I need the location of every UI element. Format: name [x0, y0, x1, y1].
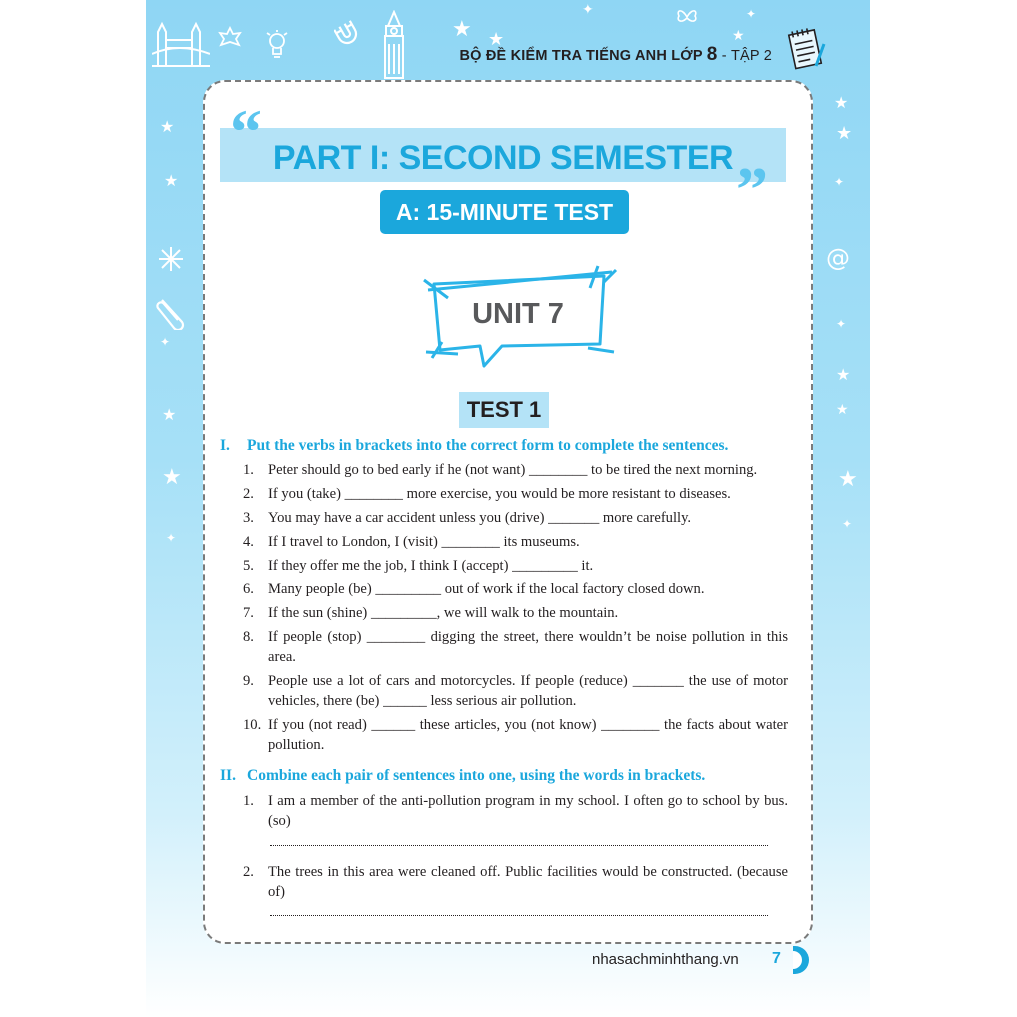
star-icon: ★ — [836, 403, 849, 418]
star-icon: ✦ — [160, 335, 171, 349]
star-icon: ★ — [162, 464, 182, 489]
star-icon: ✦ — [746, 7, 757, 21]
quote-open-icon: “ — [230, 96, 262, 167]
section-heading: II. Combine each pair of sentences into one, using the words in brackets. — [220, 767, 706, 784]
star-icon: ★ — [836, 367, 851, 384]
list-item: 8. If people (stop) ________ digging the street, there wouldn’t be noise pollution in this area. — [243, 629, 788, 665]
list-item: 1. Peter should go to bed early if he (not want) ________ to be tired the next morning. — [243, 462, 758, 478]
list-item: 5. If they offer me the job, I think I (accept) _________ it. — [243, 558, 594, 574]
test-label: TEST 1 — [459, 392, 549, 428]
star-icon: ✦ — [842, 517, 853, 531]
section-heading: I. Put the verbs in brackets into the correct form to complete the sentences. — [220, 437, 729, 454]
notepad-icon — [786, 26, 826, 72]
butterfly-icon — [676, 8, 698, 26]
star-icon: ★ — [838, 466, 858, 491]
answer-line[interactable] — [270, 845, 768, 846]
star-icon: ★ — [836, 123, 853, 143]
book-header-title: BỘ ĐỀ KIỂM TRA TIẾNG ANH LỚP 8 - TẬP 2 — [459, 44, 772, 65]
list-item: 1. I am a member of the anti-pollution program in my school. I often go to school by bus. (so) — [243, 793, 788, 829]
page-number: 7 — [772, 950, 781, 967]
star-icon: ✦ — [582, 3, 594, 18]
list-item: 10. If you (not read) ______ these articles, you (not know) ________ the facts about water pollution. — [243, 717, 788, 753]
footer-url: nhasachminhthang.vn — [592, 951, 739, 968]
star-icon: ★ — [164, 173, 179, 190]
unit-label: UNIT 7 — [472, 298, 564, 330]
list-item: 7. If the sun (shine) _________, we will walk to the mountain. — [243, 605, 619, 621]
section-subtitle: A: 15-MINUTE TEST — [380, 190, 629, 234]
star-icon: ★ — [732, 29, 745, 44]
list-item: 3. You may have a car accident unless you (drive) _______ more carefully. — [243, 510, 692, 526]
at-sign-icon: @ — [826, 244, 850, 272]
star-icon: ★ — [452, 16, 472, 41]
list-item: 2. If you (take) ________ more exercise, you would be more resistant to diseases. — [243, 486, 731, 502]
star-icon: ★ — [162, 407, 177, 424]
big-ben-icon — [376, 10, 412, 80]
star-icon: ★ — [488, 29, 505, 49]
star-icon: ★ — [834, 95, 849, 112]
star-icon: ✦ — [834, 175, 845, 189]
list-item: 6. Many people (be) _________ out of work if the local factory closed down. — [243, 581, 705, 597]
list-item: 2. The trees in this area were cleaned off. Public facilities would be constructed. (because of) — [243, 864, 788, 900]
lightbulb-icon — [266, 30, 288, 60]
tower-bridge-icon — [152, 20, 210, 68]
list-item: 4. If I travel to London, I (visit) ________ its museums. — [243, 534, 580, 550]
paperclip-icon — [154, 290, 190, 330]
list-item: 9. People use a lot of cars and motorcycles. If people (reduce) _______ the use of motor vehicles, there (be) ______ less serious air pollution. — [243, 673, 788, 709]
star-icon: ✦ — [836, 317, 847, 331]
quote-close-icon: ” — [736, 154, 768, 225]
answer-line[interactable] — [270, 915, 768, 916]
page-title: PART I: SECOND SEMESTER — [272, 139, 734, 177]
star-icon: ✦ — [166, 531, 177, 545]
snowflake-icon — [158, 246, 184, 272]
leaf-icon — [218, 26, 242, 48]
unit-badge — [418, 262, 618, 376]
magnet-icon — [334, 20, 360, 48]
star-icon: ★ — [160, 119, 175, 136]
